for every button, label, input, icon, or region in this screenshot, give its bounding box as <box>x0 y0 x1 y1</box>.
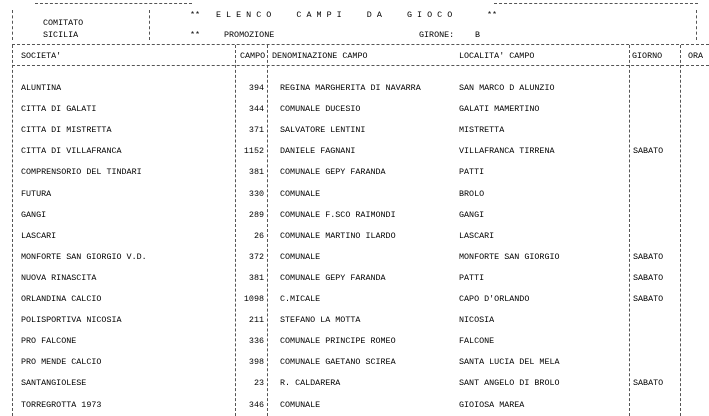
column-header-campo: CAMPO <box>240 51 266 61</box>
cell-campo: 371 <box>248 125 264 135</box>
cell-denominazione: COMUNALE <box>280 252 321 262</box>
cell-localita: SAN MARCO D ALUNZIO <box>459 83 555 93</box>
cell-societa: POLISPORTIVA NICOSIA <box>21 315 122 325</box>
cell-denominazione: COMUNALE GEPY FARANDA <box>280 273 386 283</box>
cell-denominazione: COMUNALE GEPY FARANDA <box>280 167 386 177</box>
cell-societa: SANTANGIOLESE <box>21 378 87 388</box>
cell-societa: LASCARI <box>21 231 57 241</box>
cell-denominazione: COMUNALE PRINCIPE ROMEO <box>280 336 396 346</box>
cell-campo: 344 <box>248 104 264 114</box>
col-divider-left <box>12 45 13 416</box>
cell-denominazione: COMUNALE F.SCO RAIMONDI <box>280 210 396 220</box>
championship-stars: ** <box>190 30 201 40</box>
cell-localita: GALATI MAMERTINO <box>459 104 540 114</box>
girone-label: GIRONE: <box>419 30 455 40</box>
cell-localita: GIOIOSA MAREA <box>459 400 525 410</box>
cell-localita: SANT ANGELO DI BROLO <box>459 378 560 388</box>
column-header-denominazione: DENOMINAZIONE CAMPO <box>272 51 368 61</box>
cell-denominazione: C.MICALE <box>280 294 321 304</box>
cell-denominazione: DANIELE FAGNANI <box>280 146 356 156</box>
cell-giorno: SABATO <box>633 273 664 283</box>
cell-societa: ORLANDINA CALCIO <box>21 294 102 304</box>
header-divider-left <box>12 10 13 40</box>
cell-denominazione: REGINA MARGHERITA DI NAVARRA <box>280 83 421 93</box>
cell-campo: 398 <box>248 357 264 367</box>
cell-campo: 23 <box>253 378 264 388</box>
cell-denominazione: R. CALDARERA <box>280 378 341 388</box>
cell-giorno: SABATO <box>633 294 664 304</box>
cell-campo: 289 <box>248 210 264 220</box>
cell-societa: CITTA DI VILLAFRANCA <box>21 146 122 156</box>
title-stars-right: ** <box>487 10 498 20</box>
cell-societa: PRO FALCONE <box>21 336 77 346</box>
cell-localita: SANTA LUCIA DEL MELA <box>459 357 560 367</box>
committee-name-line1: COMITATO <box>43 18 84 28</box>
girone-value: B <box>475 30 481 40</box>
cell-societa: FUTURA <box>21 189 52 199</box>
cell-denominazione: COMUNALE GAETANO SCIREA <box>280 357 396 367</box>
cell-localita: LASCARI <box>459 231 495 241</box>
cell-denominazione: SALVATORE LENTINI <box>280 125 366 135</box>
cell-societa: CITTA DI GALATI <box>21 104 97 114</box>
cell-societa: PRO MENDE CALCIO <box>21 357 102 367</box>
cell-denominazione: COMUNALE MARTINO ILARDO <box>280 231 396 241</box>
cell-localita: CAPO D'ORLANDO <box>459 294 530 304</box>
col-divider-denom <box>267 45 268 416</box>
column-header-societa: SOCIETA' <box>21 51 62 61</box>
cell-localita: VILLAFRANCA TIRRENA <box>459 146 555 156</box>
header-divider-right <box>696 10 697 40</box>
cell-campo: 330 <box>248 189 264 199</box>
cell-campo: 211 <box>248 315 264 325</box>
header-rule-bottom <box>12 65 709 66</box>
top-border-left <box>35 3 192 4</box>
cell-giorno: SABATO <box>633 146 664 156</box>
cell-societa: TORREGROTTA 1973 <box>21 400 102 410</box>
column-header-ora: ORA <box>688 51 704 61</box>
col-divider-ora <box>680 45 681 416</box>
title-stars-left: ** <box>190 10 201 20</box>
cell-denominazione: STEFANO LA MOTTA <box>280 315 361 325</box>
cell-localita: NICOSIA <box>459 315 495 325</box>
cell-campo: 1152 <box>243 146 264 156</box>
cell-localita: BROLO <box>459 189 485 199</box>
cell-campo: 381 <box>248 273 264 283</box>
cell-campo: 336 <box>248 336 264 346</box>
cell-campo: 372 <box>248 252 264 262</box>
cell-denominazione: COMUNALE DUCESIO <box>280 104 361 114</box>
cell-denominazione: COMUNALE <box>280 189 321 199</box>
col-divider-campo <box>235 45 236 416</box>
header-divider-org <box>149 10 150 40</box>
cell-giorno: SABATO <box>633 252 664 262</box>
cell-societa: CITTA DI MISTRETTA <box>21 125 112 135</box>
cell-societa: ALUNTINA <box>21 83 62 93</box>
cell-campo: 381 <box>248 167 264 177</box>
cell-campo: 26 <box>253 231 264 241</box>
top-border-right <box>494 3 698 4</box>
cell-giorno: SABATO <box>633 378 664 388</box>
cell-localita: MONFORTE SAN GIORGIO <box>459 252 560 262</box>
cell-localita: FALCONE <box>459 336 495 346</box>
cell-societa: NUOVA RINASCITA <box>21 273 97 283</box>
col-divider-giorno <box>629 45 630 416</box>
cell-denominazione: COMUNALE <box>280 400 321 410</box>
cell-localita: PATTI <box>459 273 485 283</box>
header-rule-top <box>12 44 709 45</box>
column-header-giorno: GIORNO <box>632 51 663 61</box>
cell-societa: GANGI <box>21 210 47 220</box>
cell-localita: PATTI <box>459 167 485 177</box>
cell-localita: GANGI <box>459 210 485 220</box>
cell-campo: 346 <box>248 400 264 410</box>
cell-campo: 394 <box>248 83 264 93</box>
cell-localita: MISTRETTA <box>459 125 505 135</box>
committee-name-line2: SICILIA <box>43 30 79 40</box>
cell-societa: MONFORTE SAN GIORGIO V.D. <box>21 252 147 262</box>
column-header-localita: LOCALITA' CAMPO <box>459 51 535 61</box>
document-title: E L E N C O C A M P I D A G I O C O <box>216 10 453 20</box>
cell-societa: COMPRENSORIO DEL TINDARI <box>21 167 142 177</box>
championship-name: PROMOZIONE <box>224 30 275 40</box>
cell-campo: 1098 <box>243 294 264 304</box>
